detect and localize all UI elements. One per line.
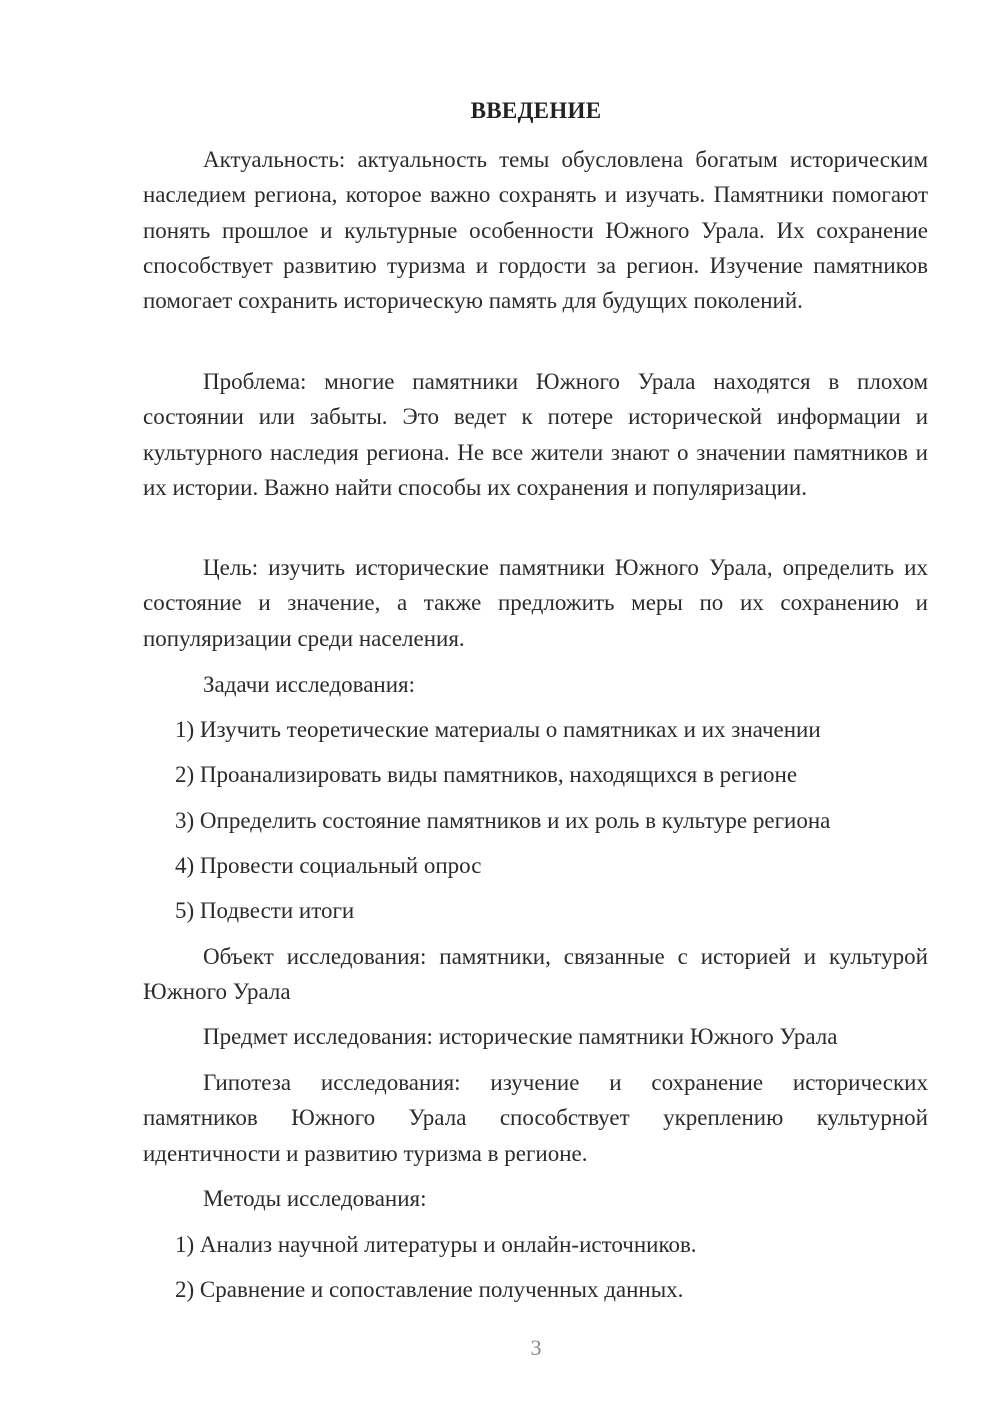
page-title: ВВЕДЕНИЕ [470, 98, 602, 123]
method-item: 2) Сравнение и сопоставление полученных данных. [175, 1277, 684, 1302]
task-item: 2) Проанализировать виды памятников, находящихся в регионе [175, 762, 798, 787]
page-number: 3 [530, 1335, 542, 1360]
methods-heading: Методы исследования: [203, 1186, 427, 1211]
method-item: 1) Анализ научной литературы и онлайн-источников. [175, 1232, 697, 1257]
tasks-heading: Задачи исследования: [203, 672, 416, 697]
paragraph-goal: Цель: изучить исторические памятники Южного Урала, определить их состояние и значение, а также предложить меры по их сохранению и популяризации среди населения. [143, 555, 928, 651]
task-item: 3) Определить состояние памятников и их роль в культуре региона [175, 808, 831, 833]
paragraph-problem: Проблема: многие памятники Южного Урала находятся в плохом состоянии или забыты. Это ведет к потере исторической информации и культурного наследия региона. Не все жители знают о значении памятников и их истории. Важно найти способы их сохранения и популяризации. [143, 369, 928, 500]
task-item: 5) Подвести итоги [175, 898, 355, 923]
task-item: 1) Изучить теоретические материалы о памятниках и их значении [175, 717, 821, 742]
paragraph-subject: Предмет исследования: исторические памятники Южного Урала [203, 1024, 838, 1049]
paragraph-object: Объект исследования: памятники, связанные с историей и культурой Южного Урала [143, 944, 928, 1005]
task-item: 4) Провести социальный опрос [175, 853, 482, 878]
paragraph-hypothesis: Гипотеза исследования: изучение и сохранение исторических памятников Южного Урала способствует укреплению культурной идентичности и развитию туризма в регионе. [143, 1070, 928, 1166]
paragraph-relevance: Актуальность: актуальность темы обусловлена богатым историческим наследием региона, которое важно сохранять и изучать. Памятники помогают понять прошлое и культурные особенности Южного Урала. Их сохранение способствует развитию туризма и гордости за регион. Изучение памятников помогает сохранить историческую память для будущих поколений. [143, 147, 928, 314]
